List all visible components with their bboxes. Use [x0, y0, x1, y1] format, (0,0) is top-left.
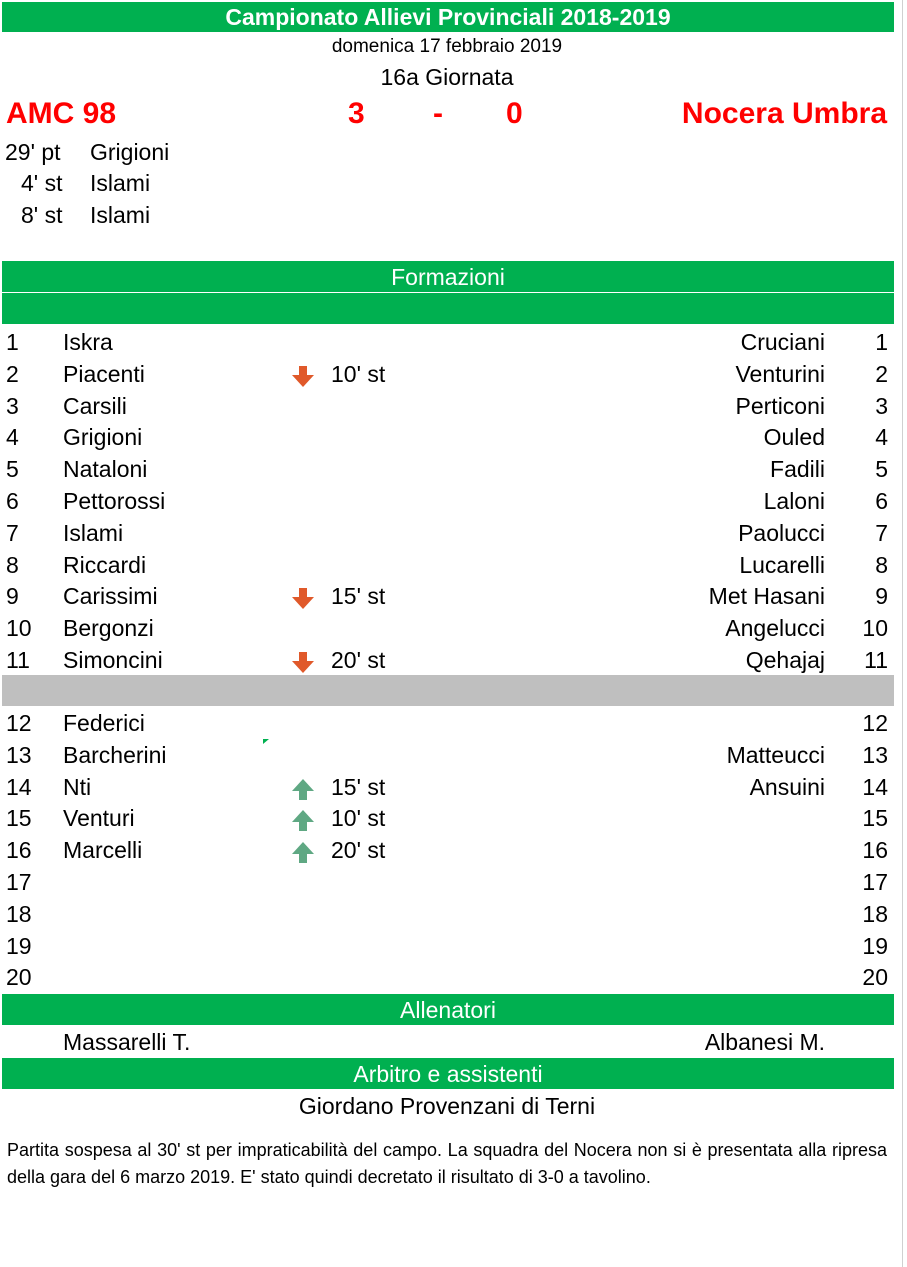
away-player-name: Met Hasani	[708, 583, 825, 610]
away-shirt-number: 19	[862, 932, 888, 959]
coaches-header	[2, 994, 894, 1025]
away-shirt-number: 12	[862, 710, 888, 736]
home-shirt-number: 11	[6, 647, 30, 673]
lineup-row	[0, 615, 894, 647]
goal-minute: 8' st	[21, 202, 63, 228]
away-shirt-number: 11	[864, 647, 888, 673]
home-team: AMC 98	[6, 97, 117, 130]
away-score: 0	[506, 97, 523, 130]
home-score: 3	[348, 97, 365, 130]
home-player-name: Pettorossi	[63, 488, 166, 514]
home-shirt-number: 8	[6, 551, 19, 578]
bench-separator	[2, 675, 894, 706]
home-shirt-number: 10	[6, 615, 32, 642]
away-shirt-number: 9	[875, 583, 888, 610]
home-shirt-number: 15	[6, 805, 32, 832]
home-shirt-number: 17	[6, 869, 32, 895]
home-player-name: Venturi	[63, 805, 135, 832]
home-shirt-number: 3	[6, 392, 19, 419]
home-player-name: Grigioni	[63, 424, 143, 451]
home-shirt-number: 2	[6, 360, 19, 387]
away-player-name: Ouled	[763, 424, 825, 451]
home-shirt-number: 12	[6, 710, 32, 736]
away-shirt-number: 5	[875, 456, 888, 483]
referees-header	[2, 1058, 894, 1089]
away-shirt-number: 17	[862, 869, 888, 895]
home-player-name: Federici	[63, 710, 145, 736]
away-player-name: Laloni	[763, 488, 825, 514]
away-player-name: Fadili	[770, 456, 825, 483]
away-team: Nocera Umbra	[681, 97, 887, 130]
substitution-time: 10' st	[331, 805, 386, 832]
lineup-row	[0, 774, 894, 806]
lineup-row	[0, 901, 894, 933]
home-player-name: Piacenti	[63, 360, 145, 387]
home-player-name: Bergonzi	[63, 615, 154, 642]
away-shirt-number: 1	[875, 329, 888, 355]
home-shirt-number: 20	[6, 964, 32, 991]
away-shirt-number: 18	[862, 900, 888, 927]
substitution-time: 15' st	[331, 773, 386, 800]
substitution-out-icon	[292, 366, 316, 388]
lineup-row	[0, 837, 894, 869]
home-shirt-number: 1	[6, 329, 19, 355]
home-shirt-number: 16	[6, 837, 32, 864]
home-coach: Massarelli T.	[63, 1029, 191, 1055]
home-shirt-number: 5	[6, 456, 19, 483]
substitution-out-icon	[292, 588, 316, 610]
lineup-row	[0, 488, 894, 520]
away-player-name: Angelucci	[725, 615, 825, 642]
lineup-row	[0, 552, 894, 584]
home-player-name: Iskra	[63, 329, 113, 355]
away-shirt-number: 13	[862, 741, 888, 768]
referees-title: Arbitro e assistenti	[353, 1061, 543, 1087]
substitution-time: 20' st	[331, 837, 386, 864]
home-shirt-number: 13	[6, 741, 32, 768]
lineups-title: Formazioni	[391, 264, 505, 290]
away-player-name: Cruciani	[740, 329, 825, 355]
away-shirt-number: 15	[862, 805, 888, 832]
cell-marker-icon	[263, 739, 270, 745]
home-player-name: Nataloni	[63, 456, 148, 483]
lineup-row	[0, 805, 894, 837]
away-player-name: Perticoni	[735, 392, 825, 419]
away-shirt-number: 10	[862, 615, 888, 642]
lineup-row	[0, 361, 894, 393]
away-player-name: Matteucci	[726, 741, 825, 768]
lineup-row	[0, 424, 894, 456]
coaches-title: Allenatori	[400, 997, 496, 1023]
home-player-name: Islami	[63, 519, 124, 546]
goal-minute: 4' st	[21, 170, 63, 196]
home-player-name: Simoncini	[63, 647, 163, 673]
away-shirt-number: 4	[875, 424, 888, 451]
lineups-header	[2, 261, 894, 292]
title-bar	[2, 2, 894, 32]
substitution-time: 15' st	[331, 583, 386, 610]
substitution-time: 20' st	[331, 647, 386, 673]
away-player-name: Paolucci	[738, 519, 825, 546]
home-shirt-number: 18	[6, 900, 32, 927]
away-player-name: Qehajaj	[745, 647, 825, 673]
away-shirt-number: 14	[862, 773, 888, 800]
home-player-name: Carissimi	[63, 583, 158, 610]
goal-scorer: Islami	[90, 202, 151, 228]
away-shirt-number: 7	[875, 519, 888, 546]
away-shirt-number: 20	[862, 964, 888, 991]
lineup-row	[0, 964, 894, 996]
substitution-out-icon	[292, 652, 316, 674]
match-note: Partita sospesa al 30' st per impraticabilità del campo. La squadra del Nocera non si è presentata alla ripresa della gara del 6 marzo 2019. E' stato quindi decretato il risultato di 3-0 a tavolino.	[7, 1140, 887, 1187]
substitution-time: 10' st	[331, 360, 386, 387]
score-separator: -	[433, 97, 443, 130]
lineup-row	[0, 456, 894, 488]
goal-scorer: Grigioni	[90, 139, 170, 165]
home-player-name: Nti	[63, 773, 92, 800]
match-date: domenica 17 febbraio 2019	[331, 36, 563, 57]
home-player-name: Marcelli	[63, 837, 143, 864]
goal-scorer: Islami	[90, 170, 151, 196]
lineup-row	[0, 869, 894, 901]
home-shirt-number: 4	[6, 424, 19, 451]
lineup-row	[0, 583, 894, 615]
substitution-in-icon	[292, 842, 316, 864]
referee-name: Giordano Provenzani di Terni	[298, 1093, 596, 1119]
away-player-name: Lucarelli	[739, 551, 825, 578]
home-shirt-number: 14	[6, 773, 32, 800]
home-shirt-number: 19	[6, 932, 32, 959]
lineup-row	[0, 933, 894, 965]
substitution-in-icon	[292, 779, 316, 801]
away-coach: Albanesi M.	[704, 1029, 825, 1055]
page-edge	[902, 0, 903, 1267]
lineup-row	[0, 329, 894, 361]
lineup-row	[0, 520, 894, 552]
home-player-name: Carsili	[63, 392, 127, 419]
home-player-name: Riccardi	[63, 551, 147, 578]
home-player-name: Barcherini	[63, 741, 167, 768]
away-player-name: Ansuini	[749, 773, 825, 800]
away-shirt-number: 8	[875, 551, 888, 578]
lineup-row	[0, 393, 894, 425]
home-shirt-number: 7	[6, 519, 19, 546]
away-shirt-number: 2	[875, 360, 888, 387]
home-shirt-number: 6	[6, 488, 19, 514]
lineup-row	[0, 742, 894, 774]
home-shirt-number: 9	[6, 583, 19, 610]
substitution-in-icon	[292, 810, 316, 832]
lineup-row	[0, 710, 894, 742]
away-player-name: Venturini	[735, 360, 825, 387]
away-shirt-number: 6	[875, 488, 888, 514]
away-shirt-number: 3	[875, 392, 888, 419]
away-shirt-number: 16	[862, 837, 888, 864]
match-round: 16a Giornata	[380, 64, 514, 90]
lineups-subbar	[2, 293, 894, 324]
goal-minute: 29' pt	[5, 139, 61, 165]
championship-title: Campionato Allievi Provinciali 2018-2019	[225, 4, 671, 30]
